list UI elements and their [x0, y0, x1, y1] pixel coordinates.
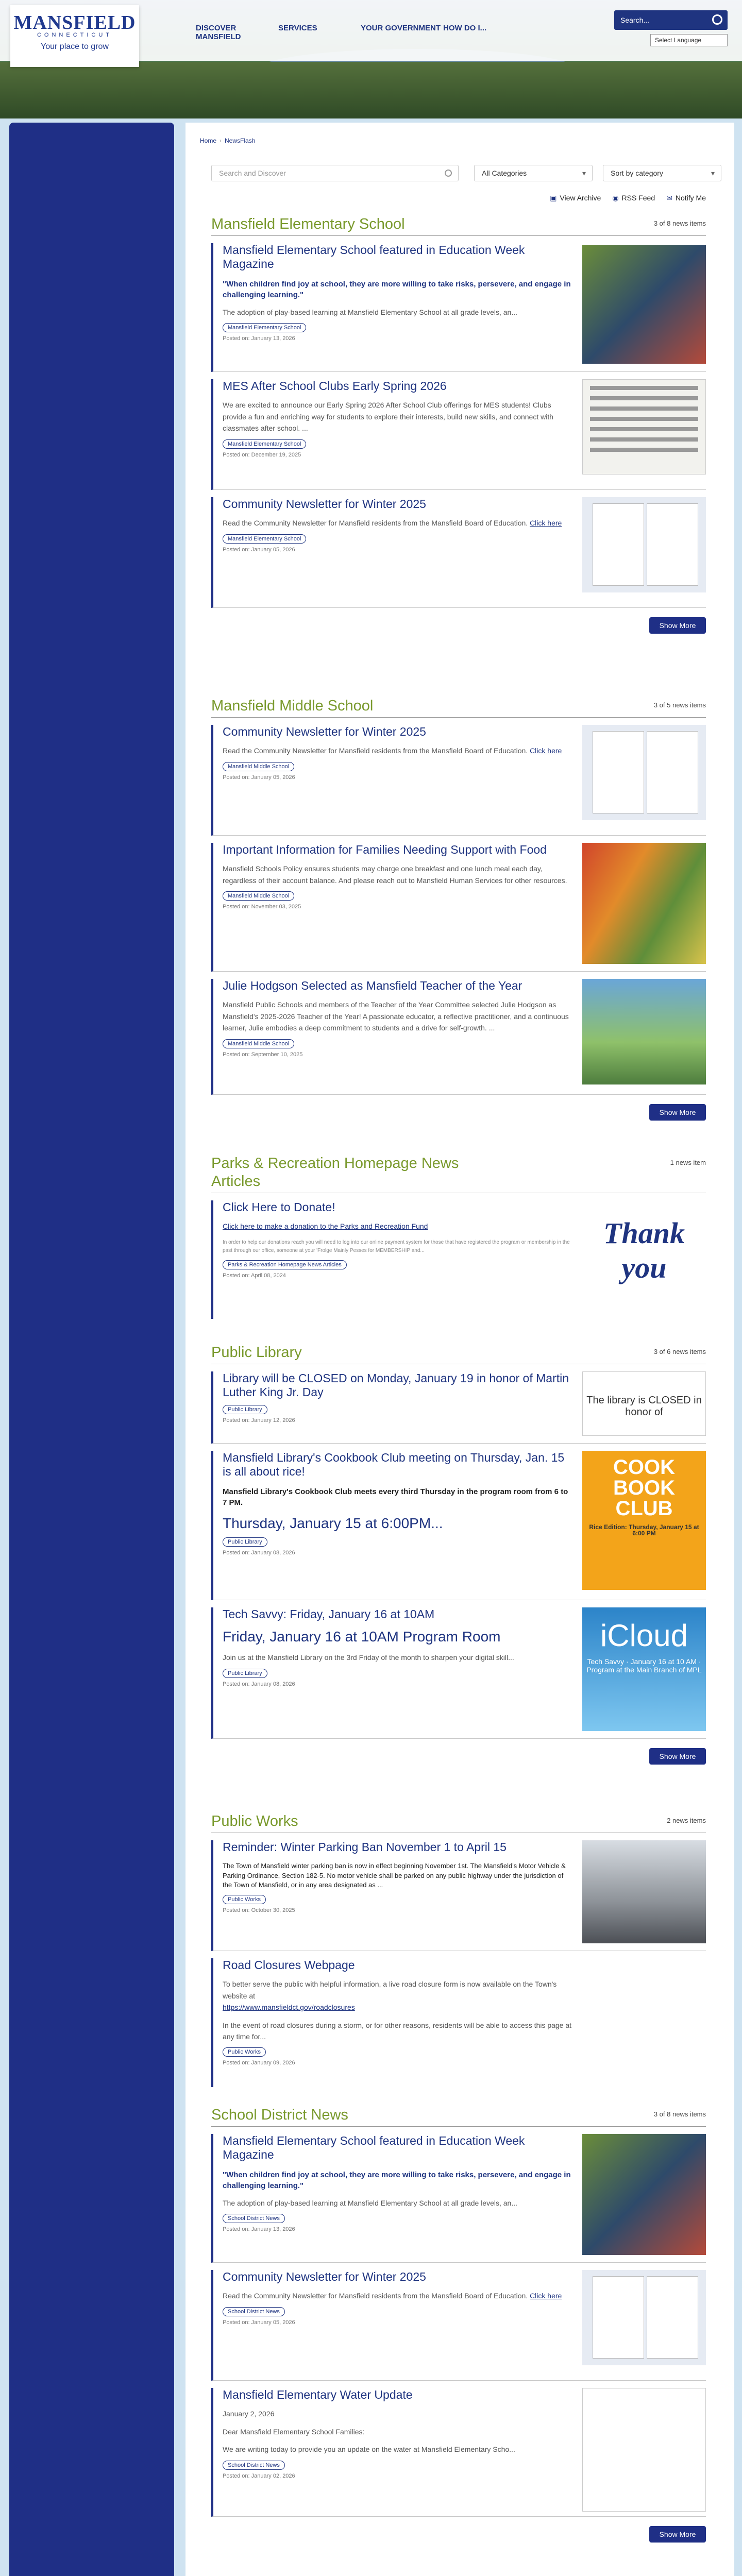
news-section-elementary [211, 215, 706, 634]
news-item-body [223, 745, 573, 756]
news-item-body: The adoption of play-based learning at Mansfield Elementary School at all grade levels, an... [223, 2198, 518, 2207]
news-item-quote: The Town of Mansfield winter parking ban is now in effect beginning November 1st. The Mansfield's Motor Vehicle & Parking Ordinance, Section 182-5. No motor vehicle shall be parked on any public highway under the jurisdiction of the Town of Mansfield, or in any area designated as ... [223, 1862, 566, 1889]
news-item-tag[interactable]: Mansfield Middle School [223, 891, 294, 901]
news-item [211, 243, 706, 372]
news-item [211, 979, 706, 1095]
news-item-date: Posted on: January 05, 2026 [223, 2319, 295, 2326]
show-more-button[interactable]: Show More [649, 2526, 706, 2543]
click-here-link[interactable]: Click here [530, 519, 562, 528]
news-item-tag[interactable]: School District News [223, 2461, 285, 2470]
donate-link[interactable]: Click here to make a donation to the Parks and Recreation Fund [223, 1222, 428, 1231]
road-closures-link[interactable]: https://www.mansfieldct.gov/roadclosures [223, 2003, 355, 2012]
news-item-tag[interactable]: Public Works [223, 2047, 266, 2057]
news-item [211, 1607, 706, 1739]
news-item-quote: Mansfield Library's Cookbook Club meets every third Thursday in the program room from 6 to 7 PM. [223, 1487, 568, 1507]
news-item-date: Posted on: September 10, 2025 [223, 1051, 303, 1058]
news-item-title[interactable]: Reminder: Winter Parking Ban November 1 to April 15 [223, 1840, 507, 1854]
search-icon[interactable] [712, 14, 722, 25]
news-item [211, 497, 706, 608]
news-item-image[interactable] [582, 1451, 706, 1590]
news-item-image[interactable]: The library is CLOSED in honor of [582, 1371, 706, 1436]
section-title: Public Library [211, 1344, 302, 1361]
section-count: 2 news items [667, 1817, 706, 1824]
news-item-body: In the event of road closures during a storm, or for other reasons, residents will be able to access this page at any time for... [223, 2021, 572, 2041]
cookbook-club-sub: Rice Edition: Thursday, January 15 at 6:00 PM [589, 1523, 699, 1537]
news-item-image[interactable] [582, 379, 706, 474]
news-item-title[interactable]: Important Information for Families Needing Support with Food [223, 842, 547, 856]
news-item-image[interactable] [582, 843, 706, 964]
section-title: Public Works [211, 1813, 298, 1829]
rss-feed-label: RSS Feed [621, 194, 655, 202]
news-item-tag[interactable]: School District News [223, 2307, 285, 2316]
news-item-title[interactable]: Community Newsletter for Winter 2025 [223, 2269, 426, 2283]
news-item-tag[interactable]: Public Library [223, 1537, 267, 1547]
news-item-body: The adoption of play-based learning at Mansfield Elementary School at all grade levels, an... [223, 308, 518, 316]
section-divider [211, 717, 706, 718]
news-item-image[interactable] [582, 979, 706, 1084]
section-divider [211, 2126, 706, 2127]
show-more-button[interactable]: Show More [649, 1748, 706, 1765]
news-item [211, 725, 706, 836]
news-item-title[interactable]: Community Newsletter for Winter 2025 [223, 497, 426, 511]
news-section-public-works [211, 1812, 706, 2087]
news-item-date: Posted on: December 19, 2025 [223, 451, 301, 458]
view-archive-label: View Archive [560, 194, 601, 202]
news-item-title[interactable]: Mansfield Library's Cookbook Club meeting on Thursday, Jan. 15 is all about rice! [223, 1450, 565, 1479]
section-title: Parks & Recreation Homepage News Articles [211, 1155, 459, 1190]
section-title: Mansfield Elementary School [211, 216, 405, 232]
cookbook-club-title: COOK BOOK CLUB [613, 1455, 675, 1520]
news-item-date: Posted on: January 13, 2026 [223, 335, 295, 342]
notify-me-link[interactable] [666, 194, 706, 202]
rss-icon: ◉ [612, 194, 619, 202]
news-item-body: We are excited to announce our Early Spring 2026 After School Club offerings for MES students! Clubs provide a fun and enriching way for students to explore their interests, build new skills, and connect with classmates after school. ... [223, 401, 554, 433]
logo-tagline: Your place to grow [41, 42, 109, 51]
rss-feed-link[interactable] [612, 194, 655, 202]
news-filters [211, 165, 701, 182]
sort-select[interactable]: Sort by category ▾ [603, 165, 721, 181]
section-title: Mansfield Middle School [211, 698, 374, 714]
hero-trees [0, 62, 742, 118]
news-item [211, 2134, 706, 2263]
bell-icon: ✉ [666, 194, 672, 202]
show-more-button[interactable]: Show More [649, 1104, 706, 1121]
section-divider [211, 235, 706, 236]
news-section-library [211, 1344, 706, 1765]
news-actions [550, 194, 706, 202]
icloud-sub: Tech Savvy · January 16 at 10 AM · Program at the Main Branch of MPL [586, 1657, 702, 1674]
news-item [211, 1840, 706, 1951]
news-item-date: Posted on: January 09, 2026 [223, 2060, 295, 2066]
news-item-tag[interactable]: Mansfield Elementary School [223, 439, 306, 449]
news-item-date: Posted on: January 02, 2026 [223, 2472, 295, 2479]
news-item [211, 1371, 706, 1444]
category-select[interactable]: All Categories ▾ [474, 165, 593, 181]
news-item-title[interactable]: Tech Savvy: Friday, January 16 at 10AM [223, 1607, 435, 1621]
breadcrumb [200, 137, 255, 144]
news-item-image[interactable]: Thank you [582, 1200, 706, 1309]
section-title: School District News [211, 2107, 348, 2123]
news-item-title[interactable]: Click Here to Donate! [223, 1200, 335, 1214]
archive-icon: ▣ [550, 194, 557, 202]
news-item-date: Posted on: January 13, 2026 [223, 2226, 295, 2233]
news-item-body-text: To better serve the public with helpful information, a live road closure form is now available on the Town's website at [223, 1980, 557, 2000]
news-item-image[interactable] [582, 2388, 706, 2512]
news-item-date: Posted on: January 05, 2026 [223, 546, 295, 553]
main-content [185, 123, 734, 2576]
news-item-body [223, 1221, 573, 1232]
nav-how-do-i[interactable]: HOW DO I... [443, 24, 487, 32]
news-item-tag[interactable]: Mansfield Middle School [223, 1039, 294, 1048]
notify-me-label: Notify Me [675, 194, 706, 202]
news-item-body [223, 1978, 573, 2013]
news-item-body: Join us at the Mansfield Library on the 3rd Friday of the month to sharpen your digital skill... [223, 1653, 514, 1662]
main-nav [196, 24, 526, 41]
view-archive-link[interactable] [550, 194, 601, 202]
news-item-body: We are writing today to provide you an update on the water at Mansfield Elementary Scho... [223, 2445, 515, 2454]
news-item-tag[interactable]: Mansfield Elementary School [223, 534, 306, 544]
news-item-body: Mansfield Schools Policy ensures students may charge one breakfast and one lunch meal each day, regardless of their account balance. And please reach out to Mansfield Human Services for other resources. [223, 865, 567, 885]
news-section-middle [211, 697, 706, 1121]
news-item-image[interactable] [582, 2134, 706, 2255]
news-item-title[interactable]: Library will be CLOSED on Monday, January 19 in honor of Martin Luther King Jr. Day [223, 1371, 569, 1399]
search-icon[interactable] [445, 170, 452, 177]
news-item-title[interactable]: Mansfield Elementary School featured in Education Week Magazine [223, 2133, 525, 2162]
news-item-title[interactable]: Road Closures Webpage [223, 1958, 355, 1972]
site-logo[interactable] [10, 5, 139, 67]
news-item-body: In order to help our donations reach you will need to log into our online payment system for those that have registered the program or membership in the past through our office, someone at your 'Frolge Mainly Pesses for MEMBERSHIP and... [223, 1239, 570, 1253]
news-item-date: Posted on: April 08, 2024 [223, 1272, 286, 1279]
news-item-tag[interactable]: Public Works [223, 1895, 266, 1904]
nav-discover[interactable]: DISCOVER MANSFIELD [196, 24, 241, 41]
news-item-body: Dear Mansfield Elementary School Families: [223, 2427, 365, 2436]
news-search-input[interactable] [211, 165, 459, 181]
logo-title: MANSFIELD [13, 12, 136, 33]
news-item-date: Posted on: November 03, 2025 [223, 904, 301, 910]
news-item-quote: "When children find joy at school, they are more willing to take risks, persevere, and engage in challenging learning." [223, 2170, 571, 2190]
nav-services[interactable]: SERVICES [278, 24, 317, 32]
news-item-subtitle: Thursday, January 15 at 6:00PM... [223, 1515, 443, 1531]
news-item-tag[interactable]: Parks & Recreation Homepage News Articles [223, 1260, 347, 1269]
news-item-subtitle: Friday, January 16 at 10AM Program Room [223, 1629, 501, 1645]
section-count: 3 of 5 news items [653, 701, 706, 709]
news-item-title[interactable]: Mansfield Elementary School featured in Education Week Magazine [223, 243, 525, 271]
show-more-button[interactable]: Show More [649, 617, 706, 634]
news-item-tag[interactable]: Mansfield Elementary School [223, 323, 306, 332]
click-here-link[interactable]: Click here [530, 2292, 562, 2300]
news-item-body-text: Read the Community Newsletter for Mansfield residents from the Mansfield Board of Education. [223, 747, 528, 755]
news-item-image[interactable] [582, 725, 706, 820]
news-item-date: Posted on: January 12, 2026 [223, 1417, 295, 1423]
logo-state: CONNECTICUT [37, 32, 113, 38]
language-select[interactable]: Select Language [650, 34, 728, 46]
news-item-date: Posted on: January 08, 2026 [223, 1549, 295, 1556]
section-count: 3 of 8 news items [653, 219, 706, 227]
news-item-tag[interactable]: Mansfield Middle School [223, 762, 294, 771]
news-item-date: Posted on: October 30, 2025 [223, 1907, 295, 1913]
news-item-title[interactable]: Mansfield Elementary Water Update [223, 2387, 413, 2401]
news-section-parks [211, 1155, 706, 1319]
news-item [211, 843, 706, 972]
news-item [211, 2270, 706, 2381]
news-item-body [223, 517, 573, 529]
breadcrumb-newsflash[interactable]: NewsFlash [225, 137, 256, 144]
site-search[interactable] [614, 10, 728, 30]
news-section-school-district [211, 2106, 706, 2543]
news-item-date: Posted on: January 05, 2026 [223, 774, 295, 781]
news-item-title[interactable]: Julie Hodgson Selected as Mansfield Teacher of the Year [223, 978, 522, 992]
news-item-image[interactable] [582, 2270, 706, 2365]
news-item-image[interactable] [582, 497, 706, 592]
news-item-body: Mansfield Public Schools and members of the Teacher of the Year Committee selected Julie Hodgson as Mansfield's 2025-2026 Teacher of the Year! A passionate educator, a reflective practitioner, and a continuous learner, Julie embodies a deep commitment to students and a drive for self-growth. ... [223, 1001, 569, 1032]
news-item [211, 2388, 706, 2517]
icloud-title: iCloud [600, 1618, 688, 1653]
news-item-tag[interactable]: Public Library [223, 1405, 267, 1414]
news-item-title[interactable]: Community Newsletter for Winter 2025 [223, 724, 426, 738]
news-item-image[interactable] [582, 245, 706, 364]
breadcrumb-home[interactable]: Home [200, 137, 217, 144]
news-item-image[interactable] [582, 1607, 706, 1731]
news-item-body-text: Read the Community Newsletter for Mansfield residents from the Mansfield Board of Education. [223, 519, 528, 528]
news-item-image[interactable] [582, 1840, 706, 1943]
news-item-tag[interactable]: School District News [223, 2214, 285, 2223]
news-item-body [223, 2290, 573, 2301]
news-item-subtitle: January 2, 2026 [223, 2410, 275, 2418]
news-item-date: Posted on: January 08, 2026 [223, 1681, 295, 1687]
news-search-placeholder: Search and Discover [219, 169, 286, 177]
news-item-title[interactable]: MES After School Clubs Early Spring 2026 [223, 379, 447, 393]
site-search-label: Search... [620, 16, 650, 24]
news-item-quote: "When children find joy at school, they are more willing to take risks, persevere, and engage in challenging learning." [223, 279, 571, 299]
section-count: 1 news item [670, 1159, 706, 1166]
news-item [211, 1451, 706, 1600]
click-here-link[interactable]: Click here [530, 747, 562, 755]
nav-government[interactable]: YOUR GOVERNMENT [361, 24, 441, 32]
section-count: 3 of 8 news items [653, 2110, 706, 2118]
news-item-tag[interactable]: Public Library [223, 1669, 267, 1678]
breadcrumb-separator: › [220, 137, 222, 144]
news-item [211, 1200, 706, 1319]
news-item-body-text: Read the Community Newsletter for Mansfield residents from the Mansfield Board of Education. [223, 2292, 528, 2300]
news-item [211, 1958, 706, 2087]
sidebar [9, 123, 174, 2576]
news-item [211, 379, 706, 490]
section-count: 3 of 6 news items [653, 1348, 706, 1355]
